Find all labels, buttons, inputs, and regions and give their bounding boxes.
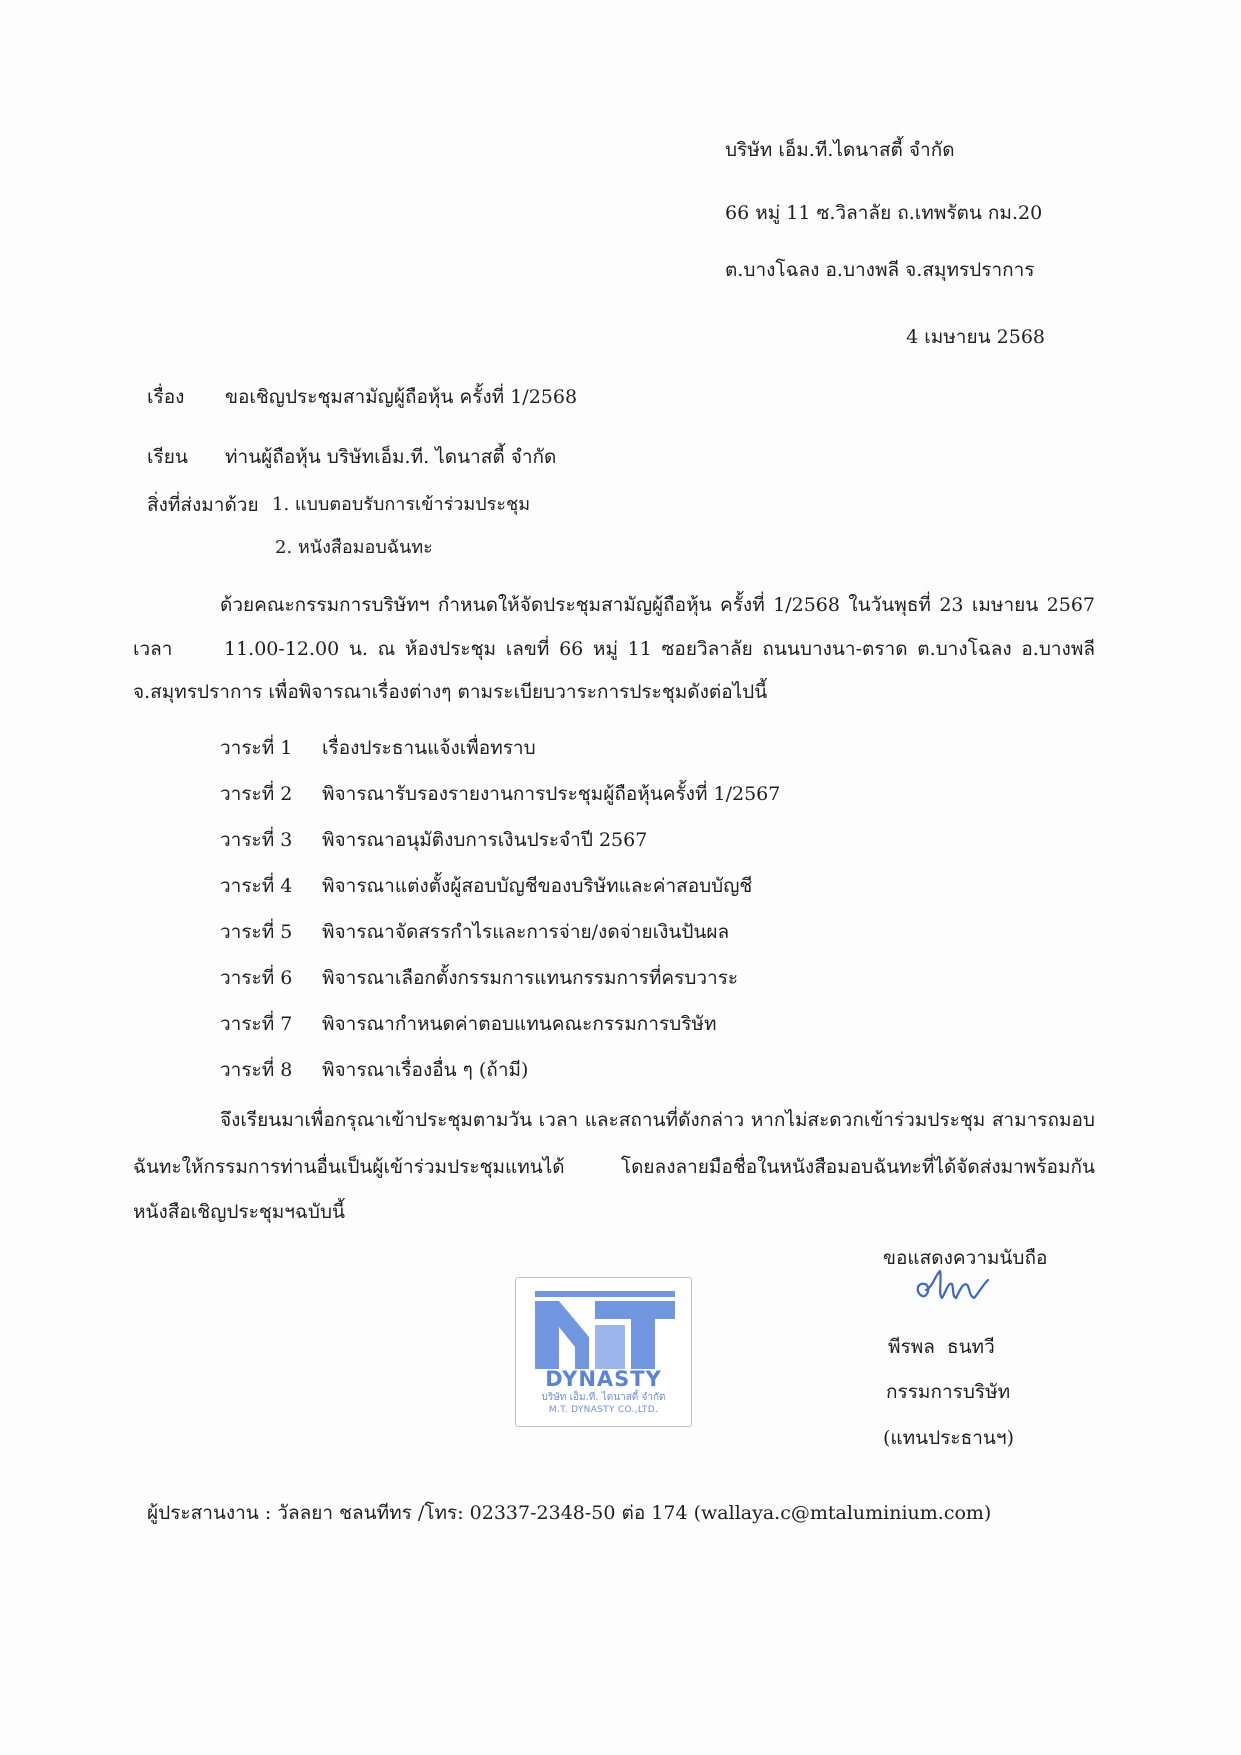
coordinator-footer: ผู้ประสานงาน : วัลลยา ชลนทีทร /โทร: 02337-2348-50 ต่อ 174 (wallaya.c@mtaluminium.com) — [147, 1502, 992, 1524]
agenda-item-label: วาระที่ 3 — [220, 829, 293, 851]
enclosures-label: สิ่งที่ส่งมาด้วย — [147, 494, 259, 516]
subject-text: ขอเชิญประชุมสามัญผู้ถือหุ้น ครั้งที่ 1/2568 — [225, 386, 578, 408]
signatory-name: พีรพล ธนทวี — [888, 1336, 995, 1358]
signatory-position: กรรมการบริษัท — [886, 1381, 1011, 1403]
letterhead-company: บริษัท เอ็ม.ที.ไดนาสตี้ จำกัด — [725, 139, 955, 161]
agenda-item — [220, 736, 920, 782]
agenda-item — [220, 920, 920, 966]
letterhead-address-line-1: 66 หมู่ 11 ซ.วิลาลัย ถ.เทพรัตน กม.20 — [725, 202, 1043, 224]
agenda-item — [220, 1058, 920, 1104]
agenda-item — [220, 1012, 920, 1058]
agenda-item-text: พิจารณาเลือกตั้งกรรมการแทนกรรมการที่ครบวาระ — [322, 967, 739, 989]
paragraph-1-line-2: 11.00-12.00 น. ณ ห้องประชุม เลขที่ 66 หมู่ 11 ซอยวิลาลัย ถนนบางนา-ตราด ต.บางโฉลง อ.บางพลี — [224, 638, 1095, 660]
paragraph-2-line-2: ฉันทะให้กรรมการท่านอื่นเป็นผู้เข้าร่วมประชุมแทนได้ โดยลงลายมือชื่อในหนังสือมอบฉันทะที่ได้จัดส่งมาพร้อมกัน — [133, 1156, 1095, 1178]
recipient-text: ท่านผู้ถือหุ้น บริษัทเอ็ม.ที. ไดนาสตี้ จำกัด — [225, 446, 557, 468]
handwritten-signature-icon — [910, 1266, 994, 1310]
agenda-item — [220, 874, 920, 920]
agenda-item-text: พิจารณาแต่งตั้งผู้สอบบัญชีของบริษัทและค่าสอบบัญชี — [322, 875, 753, 897]
agenda-item-text: พิจารณากำหนดค่าตอบแทนคณะกรรมการบริษัท — [322, 1013, 717, 1035]
agenda-item-text: เรื่องประธานแจ้งเพื่อทราบ — [322, 737, 536, 759]
agenda-item-label: วาระที่ 4 — [220, 875, 293, 897]
agenda-list — [220, 736, 920, 1104]
paragraph-2-line-1: จึงเรียนมาเพื่อกรุณาเข้าประชุมตามวัน เวลา และสถานที่ดังกล่าว หากไม่สะดวกเข้าร่วมประชุม สามารถมอบ — [220, 1109, 1095, 1131]
agenda-item-text: พิจารณารับรองรายงานการประชุมผู้ถือหุ้นครั้งที่ 1/2567 — [322, 783, 781, 805]
agenda-item — [220, 828, 920, 874]
agenda-item-text: พิจารณาอนุมัติงบการเงินประจำปี 2567 — [322, 829, 648, 851]
company-stamp — [515, 1277, 692, 1427]
enclosure-item: 2. หนังสือมอบฉันทะ — [275, 537, 433, 558]
agenda-item-label: วาระที่ 8 — [220, 1059, 293, 1081]
agenda-item-label: วาระที่ 7 — [220, 1013, 293, 1035]
agenda-item-label: วาระที่ 1 — [220, 737, 293, 759]
stamp-company-thai: บริษัท เอ็ม.ที. ไดนาสตี้ จำกัด — [541, 1392, 666, 1403]
stamp-company-english: M.T. DYNASTY CO.,LTD. — [548, 1405, 659, 1415]
subject-label: เรื่อง — [147, 386, 185, 408]
agenda-item-label: วาระที่ 6 — [220, 967, 293, 989]
agenda-item — [220, 782, 920, 828]
recipient-label: เรียน — [147, 446, 188, 468]
signatory-capacity: (แทนประธานฯ) — [883, 1427, 1014, 1449]
agenda-item-label: วาระที่ 2 — [220, 783, 293, 805]
agenda-item-text: พิจารณาเรื่องอื่น ๆ (ถ้ามี) — [322, 1059, 529, 1081]
agenda-item — [220, 966, 920, 1012]
agenda-item-label: วาระที่ 5 — [220, 921, 293, 943]
mt-dynasty-logo-icon — [535, 1291, 675, 1369]
letterhead-address-line-2: ต.บางโฉลง อ.บางพลี จ.สมุทรปราการ — [725, 259, 1035, 281]
paragraph-1-line-1: ด้วยคณะกรรมการบริษัทฯ กำหนดให้จัดประชุมสามัญผู้ถือหุ้น ครั้งที่ 1/2568 ในวันพุธที่ 23 เมษายน 2567 — [220, 594, 1095, 616]
stamp-brand: DYNASTY — [545, 1367, 662, 1391]
letter-date: 4 เมษายน 2568 — [906, 326, 1045, 348]
closing-salutation: ขอแสดงความนับถือ — [883, 1247, 1048, 1269]
agenda-item-text: พิจารณาจัดสรรกำไรและการจ่าย/งดจ่ายเงินปันผล — [322, 921, 730, 943]
paragraph-1-line-3: จ.สมุทรปราการ เพื่อพิจารณาเรื่องต่างๆ ตามระเบียบวาระการประชุมดังต่อไปนี้ — [133, 681, 768, 703]
enclosure-item: 1. แบบตอบรับการเข้าร่วมประชุม — [272, 494, 531, 515]
paragraph-2-line-3: หนังสือเชิญประชุมฯฉบับนี้ — [133, 1201, 345, 1223]
paragraph-1-time-label: เวลา — [133, 638, 173, 660]
